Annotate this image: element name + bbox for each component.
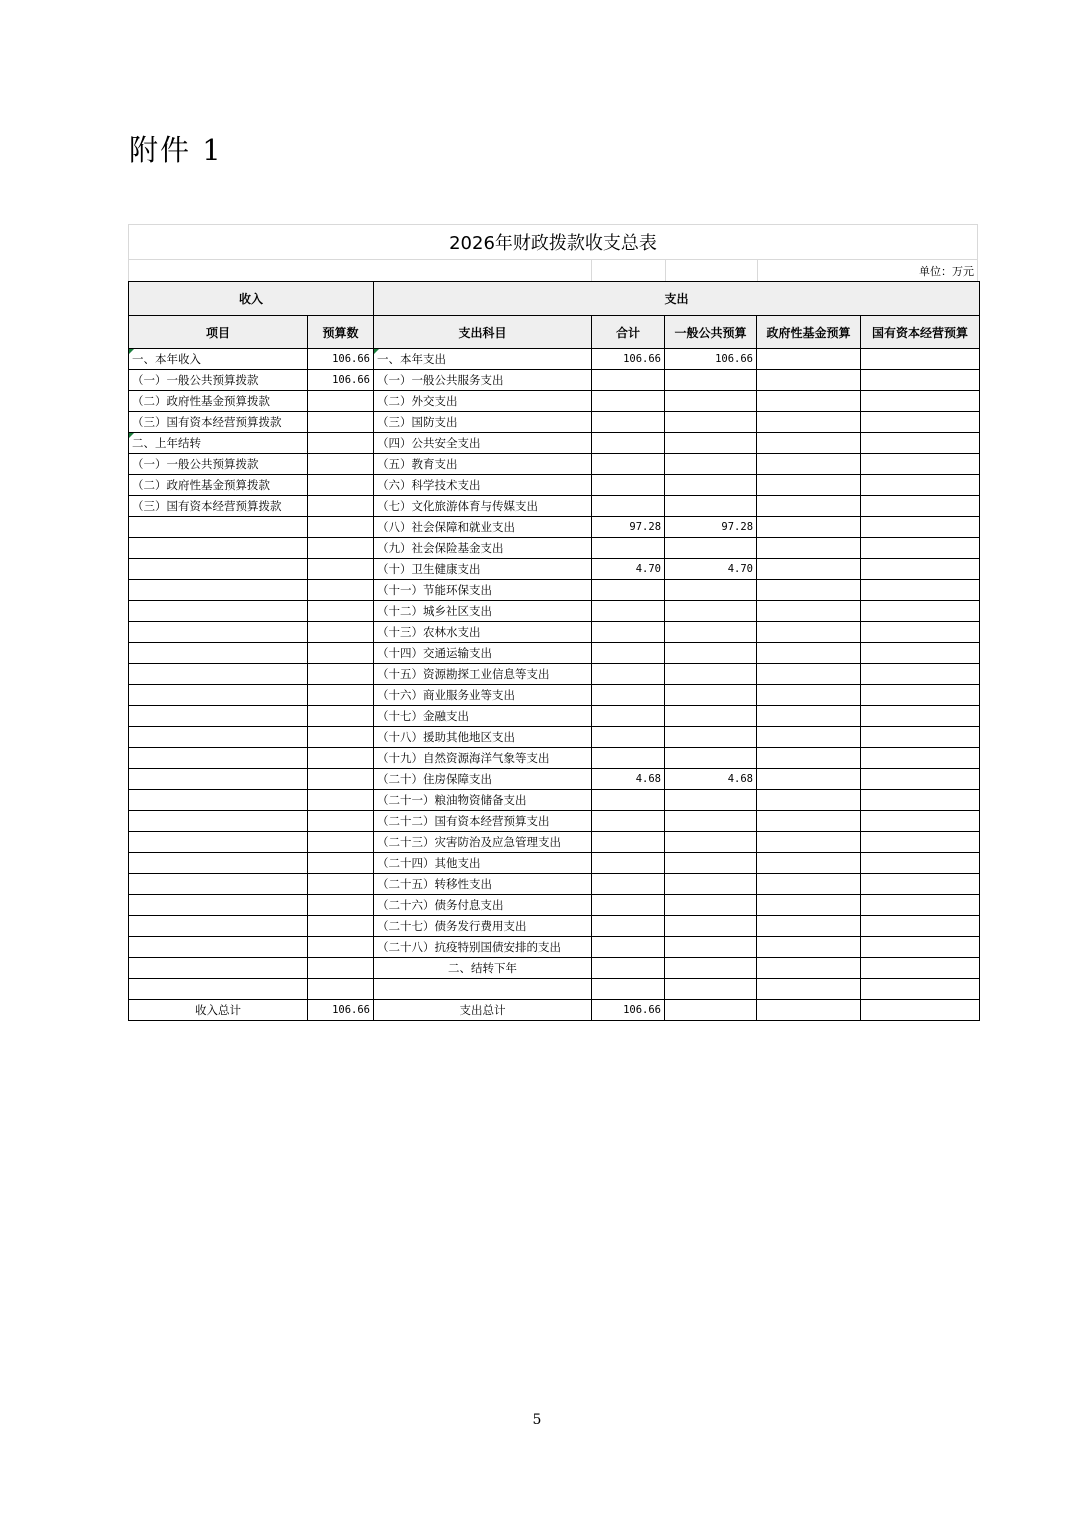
expense-fund-cell <box>757 391 861 412</box>
income-item-cell <box>129 832 308 853</box>
expense-general-cell <box>665 727 757 748</box>
expense-item-cell: （一）一般公共服务支出 <box>374 370 592 391</box>
income-budget-cell <box>308 622 374 643</box>
table-row <box>129 958 980 979</box>
expense-fund-cell <box>757 622 861 643</box>
expense-fund-cell <box>757 853 861 874</box>
header-row-group <box>129 282 980 316</box>
expense-total-cell <box>592 727 665 748</box>
income-item-cell: （一）一般公共预算拨款 <box>129 454 308 475</box>
table-row <box>129 622 980 643</box>
expense-item-cell: （二十二）国有资本经营预算支出 <box>374 811 592 832</box>
expense-general-cell <box>665 706 757 727</box>
income-item-cell <box>129 685 308 706</box>
table-row <box>129 916 980 937</box>
expense-total-cell <box>592 916 665 937</box>
expense-fund-cell <box>757 958 861 979</box>
expense-total-cell <box>592 622 665 643</box>
expense-total-cell <box>592 643 665 664</box>
income-item-cell: （一）一般公共预算拨款 <box>129 370 308 391</box>
expense-general-cell <box>665 811 757 832</box>
table-row <box>129 601 980 622</box>
table-row <box>129 748 980 769</box>
income-budget-cell <box>308 643 374 664</box>
expense-item-cell: （十二）城乡社区支出 <box>374 601 592 622</box>
expense-capital-cell <box>861 727 980 748</box>
expense-item-cell: （二十五）转移性支出 <box>374 874 592 895</box>
header-budget: 预算数 <box>308 316 374 349</box>
expense-capital-cell <box>861 664 980 685</box>
expense-capital-cell <box>861 580 980 601</box>
income-budget-cell <box>308 958 374 979</box>
expense-capital-cell <box>861 454 980 475</box>
expense-capital-cell <box>861 937 980 958</box>
income-item-cell: （二）政府性基金预算拨款 <box>129 391 308 412</box>
expense-fund-cell <box>757 643 861 664</box>
expense-capital-cell <box>861 769 980 790</box>
budget-table <box>128 281 980 1021</box>
expense-capital-cell <box>861 706 980 727</box>
income-item-cell: 一、本年收入 <box>129 349 308 370</box>
expense-general-cell <box>665 916 757 937</box>
expense-capital-cell <box>861 433 980 454</box>
table-row <box>129 874 980 895</box>
expense-total-cell <box>592 895 665 916</box>
expense-item-cell: （二十八）抗疫特别国债安排的支出 <box>374 937 592 958</box>
expense-item-cell: （五）教育支出 <box>374 454 592 475</box>
expense-fund-cell <box>757 370 861 391</box>
expense-total-cell <box>592 370 665 391</box>
expense-fund-cell <box>757 538 861 559</box>
expense-item-cell: （六）科学技术支出 <box>374 475 592 496</box>
expense-total-cell <box>592 412 665 433</box>
income-item-cell: （三）国有资本经营预算拨款 <box>129 412 308 433</box>
expense-capital-cell <box>861 685 980 706</box>
income-item-cell <box>129 706 308 727</box>
income-budget-cell: 106.66 <box>308 349 374 370</box>
income-item-cell <box>129 811 308 832</box>
income-item-cell <box>129 874 308 895</box>
unit-row <box>128 260 978 281</box>
header-gov-fund-budget: 政府性基金预算 <box>757 316 861 349</box>
income-budget-cell <box>308 811 374 832</box>
expense-item-cell: （十八）援助其他地区支出 <box>374 727 592 748</box>
expense-total-cell <box>592 790 665 811</box>
expense-fund-cell <box>757 706 861 727</box>
expense-item-cell <box>374 979 592 1000</box>
expense-general-cell <box>665 391 757 412</box>
expense-fund-cell <box>757 349 861 370</box>
expense-capital-cell <box>861 412 980 433</box>
expense-total-cell <box>592 706 665 727</box>
income-budget-cell <box>308 412 374 433</box>
table-row <box>129 391 980 412</box>
header-state-capital-budget: 国有资本经营预算 <box>861 316 980 349</box>
expense-fund-cell <box>757 895 861 916</box>
header-row-columns <box>129 316 980 349</box>
expense-capital-cell <box>861 916 980 937</box>
table-row <box>129 475 980 496</box>
income-budget-cell <box>308 391 374 412</box>
expense-general-cell <box>665 643 757 664</box>
expense-capital-cell <box>861 1000 980 1021</box>
income-item-cell <box>129 664 308 685</box>
expense-total-cell <box>592 454 665 475</box>
table-row <box>129 454 980 475</box>
expense-fund-cell <box>757 496 861 517</box>
table-row <box>129 979 980 1000</box>
income-item-cell: （三）国有资本经营预算拨款 <box>129 496 308 517</box>
table-row <box>129 349 980 370</box>
income-budget-cell <box>308 769 374 790</box>
expense-item-cell: （十六）商业服务业等支出 <box>374 685 592 706</box>
table-row <box>129 685 980 706</box>
expense-total-cell <box>592 958 665 979</box>
expense-general-cell <box>665 937 757 958</box>
expense-total-cell <box>592 937 665 958</box>
table-row <box>129 769 980 790</box>
expense-item-cell: 二、结转下年 <box>374 958 592 979</box>
expense-general-cell <box>665 895 757 916</box>
table-row <box>129 1000 980 1021</box>
header-total: 合计 <box>592 316 665 349</box>
table-row <box>129 496 980 517</box>
income-item-cell <box>129 622 308 643</box>
income-budget-cell <box>308 727 374 748</box>
income-item-cell <box>129 895 308 916</box>
expense-total-cell <box>592 874 665 895</box>
table-row <box>129 832 980 853</box>
expense-general-cell <box>665 958 757 979</box>
expense-general-cell <box>665 832 757 853</box>
table-row <box>129 706 980 727</box>
unit-label: 单位：万元 <box>919 265 974 278</box>
income-budget-cell <box>308 664 374 685</box>
expense-total-cell <box>592 811 665 832</box>
income-budget-cell <box>308 580 374 601</box>
expense-total-cell <box>592 748 665 769</box>
expense-total-cell <box>592 538 665 559</box>
attachment-label: 附件 1 <box>129 133 223 167</box>
expense-total-cell <box>592 475 665 496</box>
income-budget-cell <box>308 853 374 874</box>
expense-general-cell: 97.28 <box>665 517 757 538</box>
expense-general-cell <box>665 622 757 643</box>
expense-item-cell: （二十）住房保障支出 <box>374 769 592 790</box>
expense-capital-cell <box>861 496 980 517</box>
expense-general-cell <box>665 475 757 496</box>
expense-total-cell <box>592 391 665 412</box>
table-row <box>129 433 980 454</box>
expense-general-cell: 4.68 <box>665 769 757 790</box>
expense-total-cell: 97.28 <box>592 517 665 538</box>
income-budget-cell <box>308 790 374 811</box>
expense-item-cell: 支出总计 <box>374 1000 592 1021</box>
table-row <box>129 895 980 916</box>
expense-capital-cell <box>861 517 980 538</box>
expense-fund-cell <box>757 811 861 832</box>
expense-fund-cell <box>757 769 861 790</box>
table-row <box>129 559 980 580</box>
table-row <box>129 643 980 664</box>
income-budget-cell <box>308 979 374 1000</box>
expense-capital-cell <box>861 874 980 895</box>
expense-general-cell <box>665 874 757 895</box>
expense-capital-cell <box>861 601 980 622</box>
expense-item-cell: （十一）节能环保支出 <box>374 580 592 601</box>
table-row <box>129 538 980 559</box>
income-item-cell <box>129 727 308 748</box>
expense-fund-cell <box>757 937 861 958</box>
income-item-cell <box>129 601 308 622</box>
income-item-cell <box>129 853 308 874</box>
expense-general-cell <box>665 370 757 391</box>
income-item-cell <box>129 916 308 937</box>
expense-item-cell: （十九）自然资源海洋气象等支出 <box>374 748 592 769</box>
expense-total-cell: 4.68 <box>592 769 665 790</box>
expense-capital-cell <box>861 958 980 979</box>
expense-general-cell <box>665 979 757 1000</box>
income-budget-cell <box>308 748 374 769</box>
expense-capital-cell <box>861 832 980 853</box>
expense-fund-cell <box>757 727 861 748</box>
expense-fund-cell <box>757 916 861 937</box>
expense-total-cell <box>592 832 665 853</box>
table-row <box>129 937 980 958</box>
expense-general-cell <box>665 853 757 874</box>
income-budget-cell <box>308 916 374 937</box>
table-row <box>129 853 980 874</box>
expense-total-cell: 106.66 <box>592 349 665 370</box>
expense-fund-cell <box>757 559 861 580</box>
expense-item-cell: （二十七）债务发行费用支出 <box>374 916 592 937</box>
expense-general-cell: 106.66 <box>665 349 757 370</box>
income-budget-cell <box>308 706 374 727</box>
expense-fund-cell <box>757 832 861 853</box>
income-budget-cell <box>308 538 374 559</box>
income-budget-cell <box>308 475 374 496</box>
expense-capital-cell <box>861 349 980 370</box>
expense-item-cell: （二十四）其他支出 <box>374 853 592 874</box>
expense-fund-cell <box>757 790 861 811</box>
expense-fund-cell <box>757 454 861 475</box>
income-budget-cell <box>308 895 374 916</box>
expense-general-cell <box>665 685 757 706</box>
income-item-cell <box>129 769 308 790</box>
income-budget-cell <box>308 496 374 517</box>
expense-total-cell <box>592 685 665 706</box>
income-budget-cell <box>308 874 374 895</box>
expense-general-cell <box>665 601 757 622</box>
expense-total-cell <box>592 433 665 454</box>
income-budget-cell: 106.66 <box>308 1000 374 1021</box>
expense-item-cell: （十七）金融支出 <box>374 706 592 727</box>
income-item-cell <box>129 517 308 538</box>
expense-item-cell: （九）社会保险基金支出 <box>374 538 592 559</box>
expense-item-cell: （十三）农林水支出 <box>374 622 592 643</box>
income-item-cell <box>129 958 308 979</box>
expense-general-cell <box>665 496 757 517</box>
header-expense-item: 支出科目 <box>374 316 592 349</box>
expense-item-cell: （八）社会保障和就业支出 <box>374 517 592 538</box>
income-budget-cell <box>308 517 374 538</box>
table-row <box>129 790 980 811</box>
income-budget-cell: 106.66 <box>308 370 374 391</box>
expense-item-cell: （二）外交支出 <box>374 391 592 412</box>
expense-item-cell: （三）国防支出 <box>374 412 592 433</box>
income-item-cell <box>129 580 308 601</box>
income-item-cell <box>129 538 308 559</box>
expense-general-cell <box>665 412 757 433</box>
table-row <box>129 517 980 538</box>
expense-capital-cell <box>861 391 980 412</box>
expense-fund-cell <box>757 874 861 895</box>
income-item-cell <box>129 643 308 664</box>
expense-capital-cell <box>861 622 980 643</box>
expense-general-cell <box>665 433 757 454</box>
expense-capital-cell <box>861 979 980 1000</box>
header-income: 收入 <box>129 282 374 316</box>
expense-general-cell <box>665 454 757 475</box>
expense-capital-cell <box>861 475 980 496</box>
expense-general-cell <box>665 664 757 685</box>
expense-capital-cell <box>861 748 980 769</box>
expense-fund-cell <box>757 664 861 685</box>
expense-item-cell: （十）卫生健康支出 <box>374 559 592 580</box>
income-budget-cell <box>308 685 374 706</box>
income-item-cell <box>129 979 308 1000</box>
expense-capital-cell <box>861 790 980 811</box>
expense-item-cell: （二十一）粮油物资储备支出 <box>374 790 592 811</box>
expense-fund-cell <box>757 433 861 454</box>
expense-capital-cell <box>861 538 980 559</box>
expense-capital-cell <box>861 811 980 832</box>
income-item-cell: 二、上年结转 <box>129 433 308 454</box>
expense-capital-cell <box>861 895 980 916</box>
expense-general-cell <box>665 790 757 811</box>
income-item-cell <box>129 748 308 769</box>
expense-item-cell: （十四）交通运输支出 <box>374 643 592 664</box>
income-item-cell <box>129 559 308 580</box>
expense-capital-cell <box>861 370 980 391</box>
income-budget-cell <box>308 832 374 853</box>
income-item-cell <box>129 937 308 958</box>
expense-fund-cell <box>757 601 861 622</box>
expense-fund-cell <box>757 1000 861 1021</box>
expense-fund-cell <box>757 475 861 496</box>
income-budget-cell <box>308 937 374 958</box>
expense-fund-cell <box>757 748 861 769</box>
income-item-cell <box>129 790 308 811</box>
expense-fund-cell <box>757 412 861 433</box>
expense-total-cell: 106.66 <box>592 1000 665 1021</box>
table-row <box>129 811 980 832</box>
table-title: 2026年财政拨款收支总表 <box>128 224 978 260</box>
income-budget-cell <box>308 433 374 454</box>
table-row <box>129 370 980 391</box>
expense-total-cell <box>592 601 665 622</box>
expense-general-cell: 4.70 <box>665 559 757 580</box>
expense-fund-cell <box>757 979 861 1000</box>
expense-total-cell <box>592 853 665 874</box>
expense-item-cell: 一、本年支出 <box>374 349 592 370</box>
expense-fund-cell <box>757 517 861 538</box>
expense-general-cell <box>665 538 757 559</box>
table-row <box>129 412 980 433</box>
expense-item-cell: （四）公共安全支出 <box>374 433 592 454</box>
expense-item-cell: （二十三）灾害防治及应急管理支出 <box>374 832 592 853</box>
expense-general-cell <box>665 580 757 601</box>
expense-fund-cell <box>757 685 861 706</box>
table-row <box>129 664 980 685</box>
table-row <box>129 580 980 601</box>
expense-capital-cell <box>861 559 980 580</box>
expense-general-cell <box>665 748 757 769</box>
header-item: 项目 <box>129 316 308 349</box>
table-row <box>129 727 980 748</box>
income-item-cell: （二）政府性基金预算拨款 <box>129 475 308 496</box>
expense-total-cell <box>592 664 665 685</box>
income-budget-cell <box>308 559 374 580</box>
expense-capital-cell <box>861 643 980 664</box>
expense-item-cell: （二十六）债务付息支出 <box>374 895 592 916</box>
expense-total-cell <box>592 496 665 517</box>
expense-item-cell: （十五）资源勘探工业信息等支出 <box>374 664 592 685</box>
expense-item-cell: （七）文化旅游体育与传媒支出 <box>374 496 592 517</box>
income-budget-cell <box>308 601 374 622</box>
income-item-cell: 收入总计 <box>129 1000 308 1021</box>
expense-total-cell <box>592 580 665 601</box>
income-budget-cell <box>308 454 374 475</box>
expense-total-cell <box>592 979 665 1000</box>
expense-total-cell: 4.70 <box>592 559 665 580</box>
expense-capital-cell <box>861 853 980 874</box>
expense-general-cell <box>665 1000 757 1021</box>
page-number: 5 <box>532 1412 542 1428</box>
header-general-budget: 一般公共预算 <box>665 316 757 349</box>
header-expense: 支出 <box>374 282 980 316</box>
expense-fund-cell <box>757 580 861 601</box>
